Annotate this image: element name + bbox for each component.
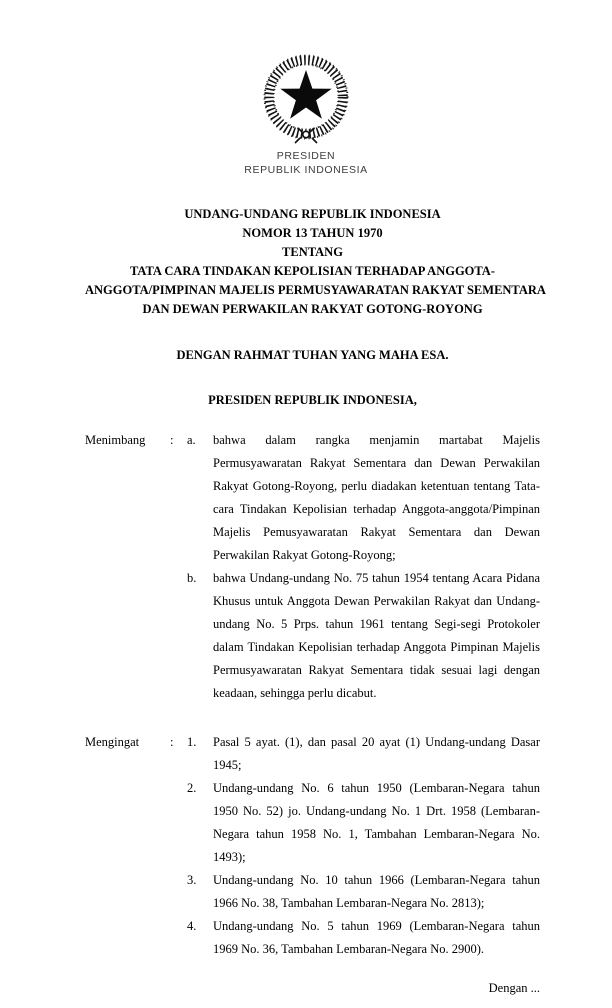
national-emblem-star-wreath-icon bbox=[252, 52, 360, 146]
letterhead bbox=[0, 52, 612, 177]
institution-name bbox=[0, 150, 612, 177]
section-mengingat bbox=[85, 731, 540, 961]
item-marker: b. bbox=[187, 571, 197, 585]
section-label: Menimbang bbox=[85, 433, 146, 447]
title-line-subject-1: TATA CARA TINDAKAN KEPOLISIAN TERHADAP ANGGOTA- bbox=[130, 264, 495, 278]
title-line-subject-3: DAN DEWAN PERWAKILAN RAKYAT GOTONG-ROYONG bbox=[142, 302, 483, 316]
document-title bbox=[85, 205, 546, 319]
invocation-line: DENGAN RAHMAT TUHAN YANG MAHA ESA. bbox=[176, 348, 449, 362]
section-label: Mengingat bbox=[85, 735, 140, 749]
institution-line2: REPUBLIK INDONESIA bbox=[244, 163, 368, 176]
section-colon: : bbox=[170, 433, 174, 447]
item-text: Undang-undang No. 10 tahun 1966 (Lembaran-Negara tahun 1966 No. 38, Tambahan Lembaran-Negara No. 2813); bbox=[213, 873, 540, 910]
document-body bbox=[85, 429, 540, 1000]
item-marker: 1. bbox=[187, 735, 197, 749]
item-text: Undang-undang No. 5 tahun 1969 (Lembaran-Negara tahun 1969 No. 36, Tambahan Lembaran-Negara No. 2900). bbox=[213, 919, 540, 956]
title-line-act: UNDANG-UNDANG REPUBLIK INDONESIA bbox=[184, 207, 441, 221]
section-menimbang bbox=[85, 429, 540, 705]
item-marker: a. bbox=[187, 433, 196, 447]
title-line-about: TENTANG bbox=[282, 245, 343, 259]
institution-line1: PRESIDEN bbox=[276, 150, 336, 162]
item-marker: 3. bbox=[187, 873, 197, 887]
item-marker: 4. bbox=[187, 919, 197, 933]
section-colon: : bbox=[170, 735, 174, 749]
item-text: bahwa dalam rangka menjamin martabat Majelis Permusyawaratan Rakyat Sementara dan Dewan Perwakilan Rakyat Gotong-Royong, perlu diadakan ketentuan tentang Tata-cara Tindakan Kepolisian terhadap Anggota-anggota/Pimpinan Majelis Pemusyawaratan Rakyat Sementara dan Dewan Perwakilan Rakyat Gotong-Royong; bbox=[213, 433, 540, 562]
item-text: bahwa Undang-undang No. 75 tahun 1954 tentang Acara Pidana Khusus untuk Anggota Dewan Perwakilan Rakyat dan Undang-undang No. 5 Prps. tahun 1961 tentang Segi-segi Protokoler dalam Tindakan Kepolisian terhadap Anggota Pimpinan Majelis Permusyawaratan Rakyat Sementara tidak sesuai lagi dengan keadaan, sehingga perlu dicabut. bbox=[213, 571, 540, 700]
title-line-subject-2: ANGGOTA/PIMPINAN MAJELIS PERMUSYAWARATAN RAKYAT SEMENTARA bbox=[85, 283, 546, 297]
page-continuation-marker: Dengan ... bbox=[488, 981, 540, 995]
title-line-number: NOMOR 13 TAHUN 1970 bbox=[242, 226, 383, 240]
item-marker: 2. bbox=[187, 781, 197, 795]
item-text: Undang-undang No. 6 tahun 1950 (Lembaran-Negara tahun 1950 No. 52) jo. Undang-undang No. 1 Drt. 1958 (Lembaran-Negara tahun 1958 No. 1, Tambahan Lembaran-Negara No. 1493); bbox=[213, 781, 540, 864]
authority-line: PRESIDEN REPUBLIK INDONESIA, bbox=[208, 393, 417, 407]
item-text: Pasal 5 ayat. (1), dan pasal 20 ayat (1) Undang-undang Dasar 1945; bbox=[213, 735, 540, 772]
